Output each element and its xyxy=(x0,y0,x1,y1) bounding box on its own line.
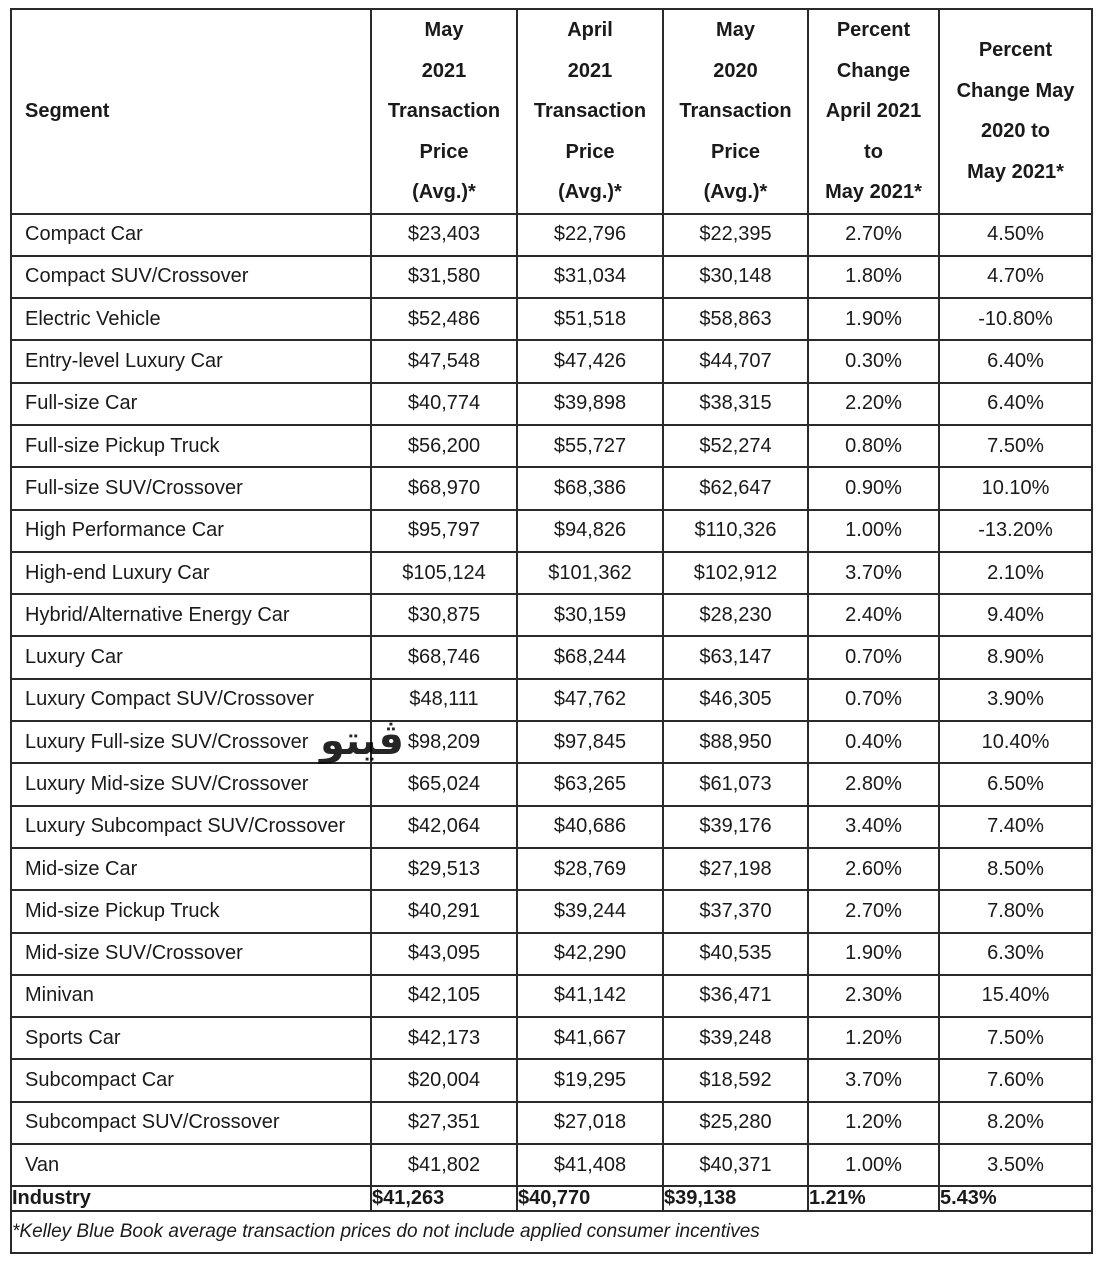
header-pct-change-yoy: Percent Change May 2020 to May 2021* xyxy=(939,9,1092,214)
cell-segment: Mid-size SUV/Crossover xyxy=(11,933,371,975)
cell-pct-change-april-may: 0.90% xyxy=(808,467,939,509)
cell-segment: Luxury Subcompact SUV/Crossover xyxy=(11,806,371,848)
cell-segment: Mid-size Car xyxy=(11,848,371,890)
cell-april-2021: $68,244 xyxy=(517,636,663,678)
cell-pct-change-yoy: -10.80% xyxy=(939,298,1092,340)
header-may-2020: May 2020 Transaction Price (Avg.)* xyxy=(663,9,808,214)
cell-pct-change-april-may: 2.20% xyxy=(808,383,939,425)
cell-may-2021: $40,774 xyxy=(371,383,517,425)
cell-segment: Hybrid/Alternative Energy Car xyxy=(11,594,371,636)
cell-pct-change-yoy: 4.50% xyxy=(939,214,1092,256)
cell-pct-change-yoy: 6.40% xyxy=(939,340,1092,382)
table-row xyxy=(11,594,1092,636)
table-row xyxy=(11,467,1092,509)
cell-may-2020: $46,305 xyxy=(663,679,808,721)
cell-pct-change-yoy: 2.10% xyxy=(939,552,1092,594)
cell-may-2020: $36,471 xyxy=(663,975,808,1017)
table-row xyxy=(11,1144,1092,1186)
table-row xyxy=(11,975,1092,1017)
total-may-2020: $39,138 xyxy=(663,1186,808,1211)
transaction-price-table xyxy=(10,8,1093,1254)
cell-april-2021: $47,762 xyxy=(517,679,663,721)
cell-pct-change-yoy: 6.30% xyxy=(939,933,1092,975)
cell-may-2021: $43,095 xyxy=(371,933,517,975)
cell-may-2020: $62,647 xyxy=(663,467,808,509)
cell-may-2020: $102,912 xyxy=(663,552,808,594)
cell-segment: Compact SUV/Crossover xyxy=(11,256,371,298)
table-row xyxy=(11,890,1092,932)
cell-may-2021: $65,024 xyxy=(371,763,517,805)
cell-pct-change-april-may: 2.30% xyxy=(808,975,939,1017)
cell-pct-change-april-may: 1.00% xyxy=(808,1144,939,1186)
cell-pct-change-april-may: 2.40% xyxy=(808,594,939,636)
cell-may-2021: $31,580 xyxy=(371,256,517,298)
table-row xyxy=(11,383,1092,425)
cell-segment: Subcompact SUV/Crossover xyxy=(11,1102,371,1144)
cell-pct-change-yoy: 10.10% xyxy=(939,467,1092,509)
footnote-row xyxy=(11,1211,1092,1253)
cell-may-2021: $68,746 xyxy=(371,636,517,678)
cell-segment: Van xyxy=(11,1144,371,1186)
cell-segment: Subcompact Car xyxy=(11,1059,371,1101)
cell-may-2020: $39,248 xyxy=(663,1017,808,1059)
cell-pct-change-yoy: 6.40% xyxy=(939,383,1092,425)
cell-pct-change-yoy: 8.20% xyxy=(939,1102,1092,1144)
table-row xyxy=(11,806,1092,848)
cell-pct-change-april-may: 2.80% xyxy=(808,763,939,805)
cell-may-2021: $30,875 xyxy=(371,594,517,636)
cell-april-2021: $42,290 xyxy=(517,933,663,975)
table-row xyxy=(11,636,1092,678)
cell-april-2021: $22,796 xyxy=(517,214,663,256)
cell-pct-change-yoy: 7.50% xyxy=(939,425,1092,467)
total-april-2021: $40,770 xyxy=(517,1186,663,1211)
cell-may-2021: $27,351 xyxy=(371,1102,517,1144)
total-pct-change-yoy: 5.43% xyxy=(939,1186,1092,1211)
cell-pct-change-yoy: 10.40% xyxy=(939,721,1092,763)
cell-april-2021: $101,362 xyxy=(517,552,663,594)
cell-pct-change-yoy: 15.40% xyxy=(939,975,1092,1017)
cell-may-2020: $27,198 xyxy=(663,848,808,890)
cell-may-2021: $68,970 xyxy=(371,467,517,509)
cell-april-2021: $41,142 xyxy=(517,975,663,1017)
cell-april-2021: $39,244 xyxy=(517,890,663,932)
cell-april-2021: $51,518 xyxy=(517,298,663,340)
cell-may-2021: $47,548 xyxy=(371,340,517,382)
table-row xyxy=(11,1102,1092,1144)
cell-pct-change-april-may: 1.20% xyxy=(808,1102,939,1144)
cell-pct-change-april-may: 2.60% xyxy=(808,848,939,890)
cell-april-2021: $47,426 xyxy=(517,340,663,382)
cell-pct-change-april-may: 0.30% xyxy=(808,340,939,382)
cell-april-2021: $30,159 xyxy=(517,594,663,636)
cell-april-2021: $97,845 xyxy=(517,721,663,763)
cell-may-2020: $30,148 xyxy=(663,256,808,298)
cell-april-2021: $41,667 xyxy=(517,1017,663,1059)
cell-pct-change-april-may: 2.70% xyxy=(808,890,939,932)
cell-may-2021: $41,802 xyxy=(371,1144,517,1186)
header-segment: Segment xyxy=(11,9,371,214)
cell-april-2021: $41,408 xyxy=(517,1144,663,1186)
cell-may-2020: $25,280 xyxy=(663,1102,808,1144)
cell-pct-change-april-may: 0.70% xyxy=(808,636,939,678)
cell-pct-change-april-may: 3.70% xyxy=(808,552,939,594)
table-row xyxy=(11,1017,1092,1059)
table-row xyxy=(11,721,1092,763)
header-pct-change-april-may: Percent Change April 2021 to May 2021* xyxy=(808,9,939,214)
cell-pct-change-april-may: 0.40% xyxy=(808,721,939,763)
cell-pct-change-yoy: 4.70% xyxy=(939,256,1092,298)
cell-segment: Full-size SUV/Crossover xyxy=(11,467,371,509)
table-row xyxy=(11,298,1092,340)
cell-may-2020: $63,147 xyxy=(663,636,808,678)
cell-april-2021: $63,265 xyxy=(517,763,663,805)
header-april-2021: April 2021 Transaction Price (Avg.)* xyxy=(517,9,663,214)
table-row xyxy=(11,552,1092,594)
cell-pct-change-yoy: 7.80% xyxy=(939,890,1092,932)
table-row xyxy=(11,510,1092,552)
cell-may-2020: $88,950 xyxy=(663,721,808,763)
cell-pct-change-yoy: 7.50% xyxy=(939,1017,1092,1059)
cell-may-2020: $61,073 xyxy=(663,763,808,805)
cell-pct-change-yoy: 8.90% xyxy=(939,636,1092,678)
total-segment: Industry xyxy=(11,1186,371,1211)
cell-pct-change-yoy: -13.20% xyxy=(939,510,1092,552)
cell-pct-change-yoy: 8.50% xyxy=(939,848,1092,890)
cell-may-2020: $52,274 xyxy=(663,425,808,467)
cell-pct-change-april-may: 1.00% xyxy=(808,510,939,552)
cell-may-2021: $20,004 xyxy=(371,1059,517,1101)
cell-may-2021: $52,486 xyxy=(371,298,517,340)
cell-may-2021: $42,105 xyxy=(371,975,517,1017)
cell-segment: Mid-size Pickup Truck xyxy=(11,890,371,932)
table-row xyxy=(11,214,1092,256)
cell-may-2020: $44,707 xyxy=(663,340,808,382)
cell-may-2021: $56,200 xyxy=(371,425,517,467)
cell-pct-change-april-may: 3.70% xyxy=(808,1059,939,1101)
cell-april-2021: $94,826 xyxy=(517,510,663,552)
cell-segment: Full-size Pickup Truck xyxy=(11,425,371,467)
cell-april-2021: $19,295 xyxy=(517,1059,663,1101)
cell-april-2021: $39,898 xyxy=(517,383,663,425)
cell-may-2020: $28,230 xyxy=(663,594,808,636)
cell-pct-change-april-may: 0.70% xyxy=(808,679,939,721)
header-row xyxy=(11,9,1092,214)
cell-segment: Luxury Full-size SUV/Crossover xyxy=(11,721,371,763)
header-may-2021: May 2021 Transaction Price (Avg.)* xyxy=(371,9,517,214)
cell-segment: Luxury Compact SUV/Crossover xyxy=(11,679,371,721)
cell-segment: Compact Car xyxy=(11,214,371,256)
cell-may-2021: $42,173 xyxy=(371,1017,517,1059)
cell-pct-change-april-may: 1.90% xyxy=(808,933,939,975)
cell-pct-change-april-may: 0.80% xyxy=(808,425,939,467)
cell-segment: Entry-level Luxury Car xyxy=(11,340,371,382)
cell-segment: Luxury Car xyxy=(11,636,371,678)
cell-segment: High-end Luxury Car xyxy=(11,552,371,594)
cell-may-2021: $105,124 xyxy=(371,552,517,594)
table-row xyxy=(11,933,1092,975)
cell-may-2020: $110,326 xyxy=(663,510,808,552)
table-container xyxy=(10,8,1093,1254)
table-row xyxy=(11,763,1092,805)
total-may-2021: $41,263 xyxy=(371,1186,517,1211)
cell-may-2020: $40,371 xyxy=(663,1144,808,1186)
cell-may-2020: $40,535 xyxy=(663,933,808,975)
cell-april-2021: $27,018 xyxy=(517,1102,663,1144)
cell-april-2021: $31,034 xyxy=(517,256,663,298)
industry-total-row xyxy=(11,1186,1092,1211)
cell-may-2021: $40,291 xyxy=(371,890,517,932)
cell-segment: Electric Vehicle xyxy=(11,298,371,340)
cell-pct-change-yoy: 7.60% xyxy=(939,1059,1092,1101)
cell-segment: Sports Car xyxy=(11,1017,371,1059)
cell-segment: Luxury Mid-size SUV/Crossover xyxy=(11,763,371,805)
cell-pct-change-yoy: 6.50% xyxy=(939,763,1092,805)
cell-pct-change-april-may: 3.40% xyxy=(808,806,939,848)
cell-may-2020: $37,370 xyxy=(663,890,808,932)
table-row xyxy=(11,1059,1092,1101)
cell-may-2020: $39,176 xyxy=(663,806,808,848)
cell-pct-change-april-may: 1.20% xyxy=(808,1017,939,1059)
cell-segment: Minivan xyxy=(11,975,371,1017)
cell-may-2021: $23,403 xyxy=(371,214,517,256)
cell-may-2021: $48,111 xyxy=(371,679,517,721)
cell-pct-change-yoy: 7.40% xyxy=(939,806,1092,848)
cell-pct-change-yoy: 3.50% xyxy=(939,1144,1092,1186)
cell-pct-change-april-may: 1.90% xyxy=(808,298,939,340)
cell-pct-change-yoy: 3.90% xyxy=(939,679,1092,721)
table-row xyxy=(11,848,1092,890)
cell-may-2020: $22,395 xyxy=(663,214,808,256)
cell-april-2021: $55,727 xyxy=(517,425,663,467)
cell-may-2020: $38,315 xyxy=(663,383,808,425)
cell-pct-change-april-may: 1.80% xyxy=(808,256,939,298)
watermark-logo: ڤيتو xyxy=(320,718,404,764)
footnote: *Kelley Blue Book average transaction prices do not include applied consumer incentives xyxy=(11,1211,1092,1253)
cell-april-2021: $68,386 xyxy=(517,467,663,509)
table-row xyxy=(11,256,1092,298)
cell-may-2020: $58,863 xyxy=(663,298,808,340)
table-row xyxy=(11,425,1092,467)
cell-segment: High Performance Car xyxy=(11,510,371,552)
cell-may-2021: $29,513 xyxy=(371,848,517,890)
table-row xyxy=(11,679,1092,721)
cell-april-2021: $28,769 xyxy=(517,848,663,890)
cell-may-2020: $18,592 xyxy=(663,1059,808,1101)
cell-pct-change-april-may: 2.70% xyxy=(808,214,939,256)
cell-may-2021: $98,209 xyxy=(371,721,517,763)
cell-pct-change-yoy: 9.40% xyxy=(939,594,1092,636)
cell-april-2021: $40,686 xyxy=(517,806,663,848)
total-pct-change-april-may: 1.21% xyxy=(808,1186,939,1211)
cell-may-2021: $42,064 xyxy=(371,806,517,848)
table-row xyxy=(11,340,1092,382)
cell-segment: Full-size Car xyxy=(11,383,371,425)
cell-may-2021: $95,797 xyxy=(371,510,517,552)
